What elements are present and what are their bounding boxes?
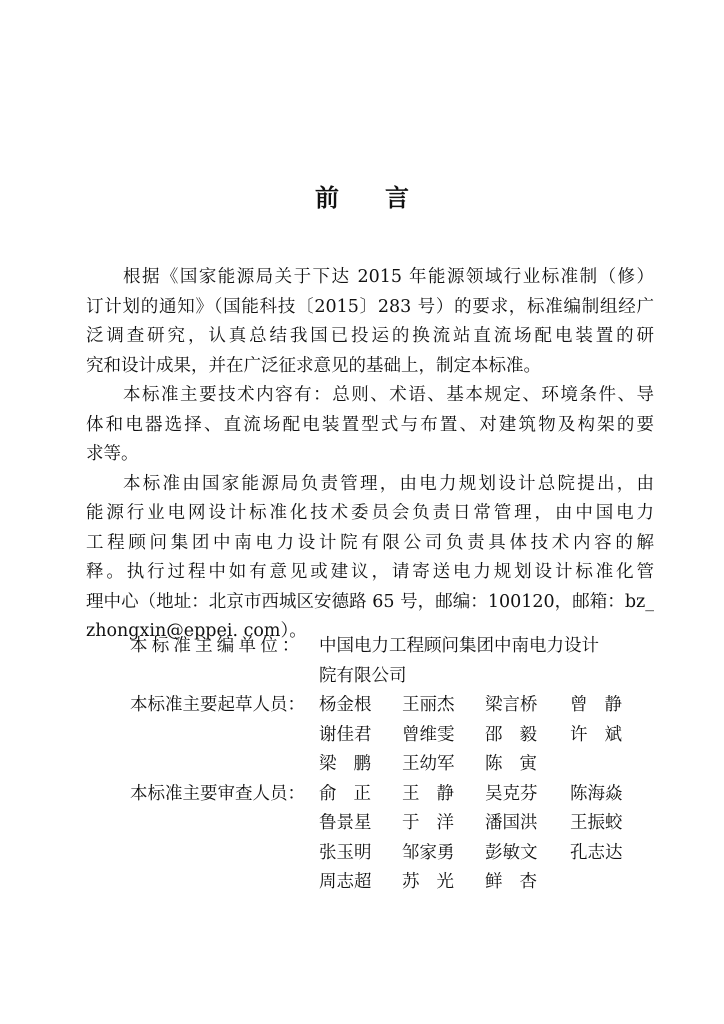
paragraph (86, 263, 654, 381)
person-name: 谢佳君 (319, 724, 372, 745)
text-line: 订计划的通知》（国能科技〔2015〕283 号）的要求，标准编制组经广 (86, 296, 654, 317)
editor-unit-label: 本标准主编单位： (130, 636, 304, 656)
person-name: 孔志达 (570, 842, 623, 863)
drafters-label: 本标准主要起草人员： (130, 695, 305, 715)
person-name: 陈海焱 (570, 783, 623, 804)
person-name: 王丽杰 (402, 695, 455, 715)
person-name: 周志超 (319, 872, 372, 892)
paragraph (86, 381, 654, 470)
editor-unit-name: 中国电力工程顾问集团中南电力设计 (319, 636, 599, 656)
text-line: 究和设计成果，并在广泛征求意见的基础上，制定本标准。 (86, 355, 541, 376)
text-line: 泛调查研究，认真总结我国已投运的换流站直流场配电装置的研 (86, 326, 654, 346)
person-name: 陈寅 (485, 754, 537, 774)
person-name: 梁言桥 (485, 695, 538, 715)
person-name: 鲁景星 (319, 813, 372, 833)
text-line: 理中心（地址：北京市西城区安德路 65 号，邮编：100120，邮箱：bz_ (86, 591, 654, 612)
person-name: 于洋 (402, 813, 454, 833)
person-name: 许斌 (570, 724, 622, 745)
person-name: 杨金根 (319, 695, 372, 715)
text-line: 能源行业电网设计标准化技术委员会负责日常管理，由中国电力 (86, 503, 654, 523)
text-line: 释。执行过程中如有意见或建议，请寄送电力规划设计标准化管 (86, 562, 654, 582)
reviewers-label: 本标准主要审查人员： (130, 783, 305, 804)
text-line: 根据《国家能源局关于下达 2015 年能源领域行业标准制（修） (123, 267, 654, 287)
text-line: 求等。 (86, 444, 139, 464)
person-name: 鲜杏 (485, 872, 537, 892)
text-line: 本标准由国家能源局负责管理，由电力规划设计总院提出，由 (123, 473, 654, 494)
person-name: 王振蛟 (570, 813, 623, 833)
person-name: 苏光 (402, 872, 454, 892)
person-name: 王幼军 (402, 754, 455, 774)
person-name: 曾维雯 (402, 724, 455, 745)
text-line: 体和电器选择、直流场配电装置型式与布置、对建筑物及构架的要 (86, 414, 654, 435)
page-title: 前言 (315, 184, 455, 212)
text-line: zhongxin@eppei. com）。 (86, 621, 307, 641)
editor-unit-name-cont: 院有限公司 (319, 665, 407, 686)
person-name: 彭敏文 (485, 842, 538, 863)
preface-body (86, 263, 654, 647)
person-name: 曾静 (570, 695, 622, 715)
person-name: 俞正 (319, 783, 371, 804)
paragraph (86, 470, 654, 647)
text-line: 本标准主要技术内容有：总则、术语、基本规定、环境条件、导 (123, 385, 654, 405)
person-name: 邵毅 (485, 724, 537, 745)
person-name: 王静 (402, 783, 454, 804)
person-name: 吴克芬 (485, 783, 538, 804)
person-name: 张玉明 (319, 842, 372, 863)
person-name: 邹家勇 (402, 842, 455, 863)
person-name: 梁鹏 (319, 754, 371, 774)
person-name: 潘国洪 (485, 813, 538, 833)
text-line: 工程顾问集团中南电力设计院有限公司负责具体技术内容的解 (86, 532, 654, 553)
